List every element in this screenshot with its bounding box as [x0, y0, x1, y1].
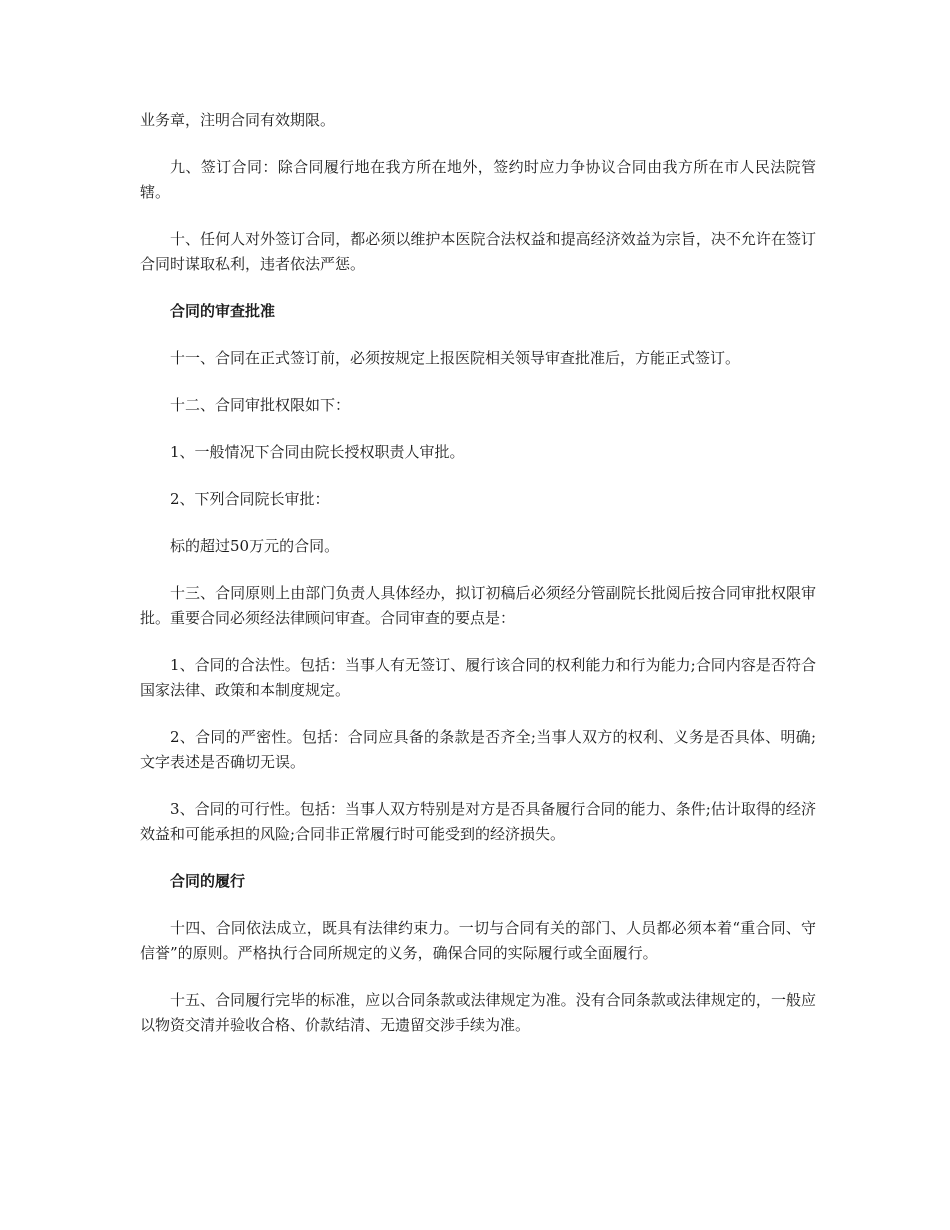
paragraph-clause-12-item-2-detail: 标的超过50万元的合同。 [170, 537, 340, 555]
paragraph-clause-15: 十五、合同履行完毕的标准，应以合同条款或法律规定为准。没有合同条款或法律规定的，一般应以物资交清并验收合格、价款结清、无遗留交涉手续为准。 [140, 991, 816, 1034]
paragraph-clause-13-item-2: 2、合同的严密性。包括：合同应具备的条款是否齐全;当事人双方的权利、义务是否具体、明确;文字表述是否确切无误。 [140, 728, 816, 771]
paragraph-continuation: 业务章，注明合同有效期限。 [140, 111, 336, 129]
paragraph-clause-9: 九、签订合同：除合同履行地在我方所在地外，签约时应力争协议合同由我方所在市人民法院管辖。 [140, 158, 816, 201]
paragraph-clause-13: 十三、合同原则上由部门负责人具体经办，拟订初稿后必须经分管副院长批阅后按合同审批权限审批。重要合同必须经法律顾问审查。合同审查的要点是： [140, 584, 816, 627]
paragraph-clause-10: 十、任何人对外签订合同，都必须以维护本医院合法权益和提高经济效益为宗旨，决不允许在签订合同时谋取私利，违者依法严惩。 [140, 230, 816, 273]
document-body [140, 108, 816, 1060]
paragraph-clause-11: 十一、合同在正式签订前，必须按规定上报医院相关领导审查批准后，方能正式签订。 [170, 349, 741, 367]
paragraph-clause-13-item-1: 1、合同的合法性。包括：当事人有无签订、履行该合同的权利能力和行为能力;合同内容是否符合国家法律、政策和本制度规定。 [140, 656, 816, 699]
section-heading-review-approval: 合同的审查批准 [170, 302, 276, 320]
paragraph-clause-14: 十四、合同依法成立，既具有法律约束力。一切与合同有关的部门、人员都必须本着“重合同、守信誉”的原则。严格执行合同所规定的义务，确保合同的实际履行或全面履行。 [140, 919, 816, 962]
paragraph-clause-12-item-2: 2、下列合同院长审批： [170, 490, 330, 508]
paragraph-clause-13-item-3: 3、合同的可行性。包括：当事人双方特别是对方是否具备履行合同的能力、条件;估计取得的经济效益和可能承担的风险;合同非正常履行时可能受到的经济损失。 [140, 800, 816, 843]
paragraph-clause-12-item-1: 1、一般情况下合同由院长授权职责人审批。 [170, 443, 465, 461]
paragraph-clause-12: 十二、合同审批权限如下： [170, 396, 351, 414]
section-heading-performance: 合同的履行 [170, 872, 246, 890]
